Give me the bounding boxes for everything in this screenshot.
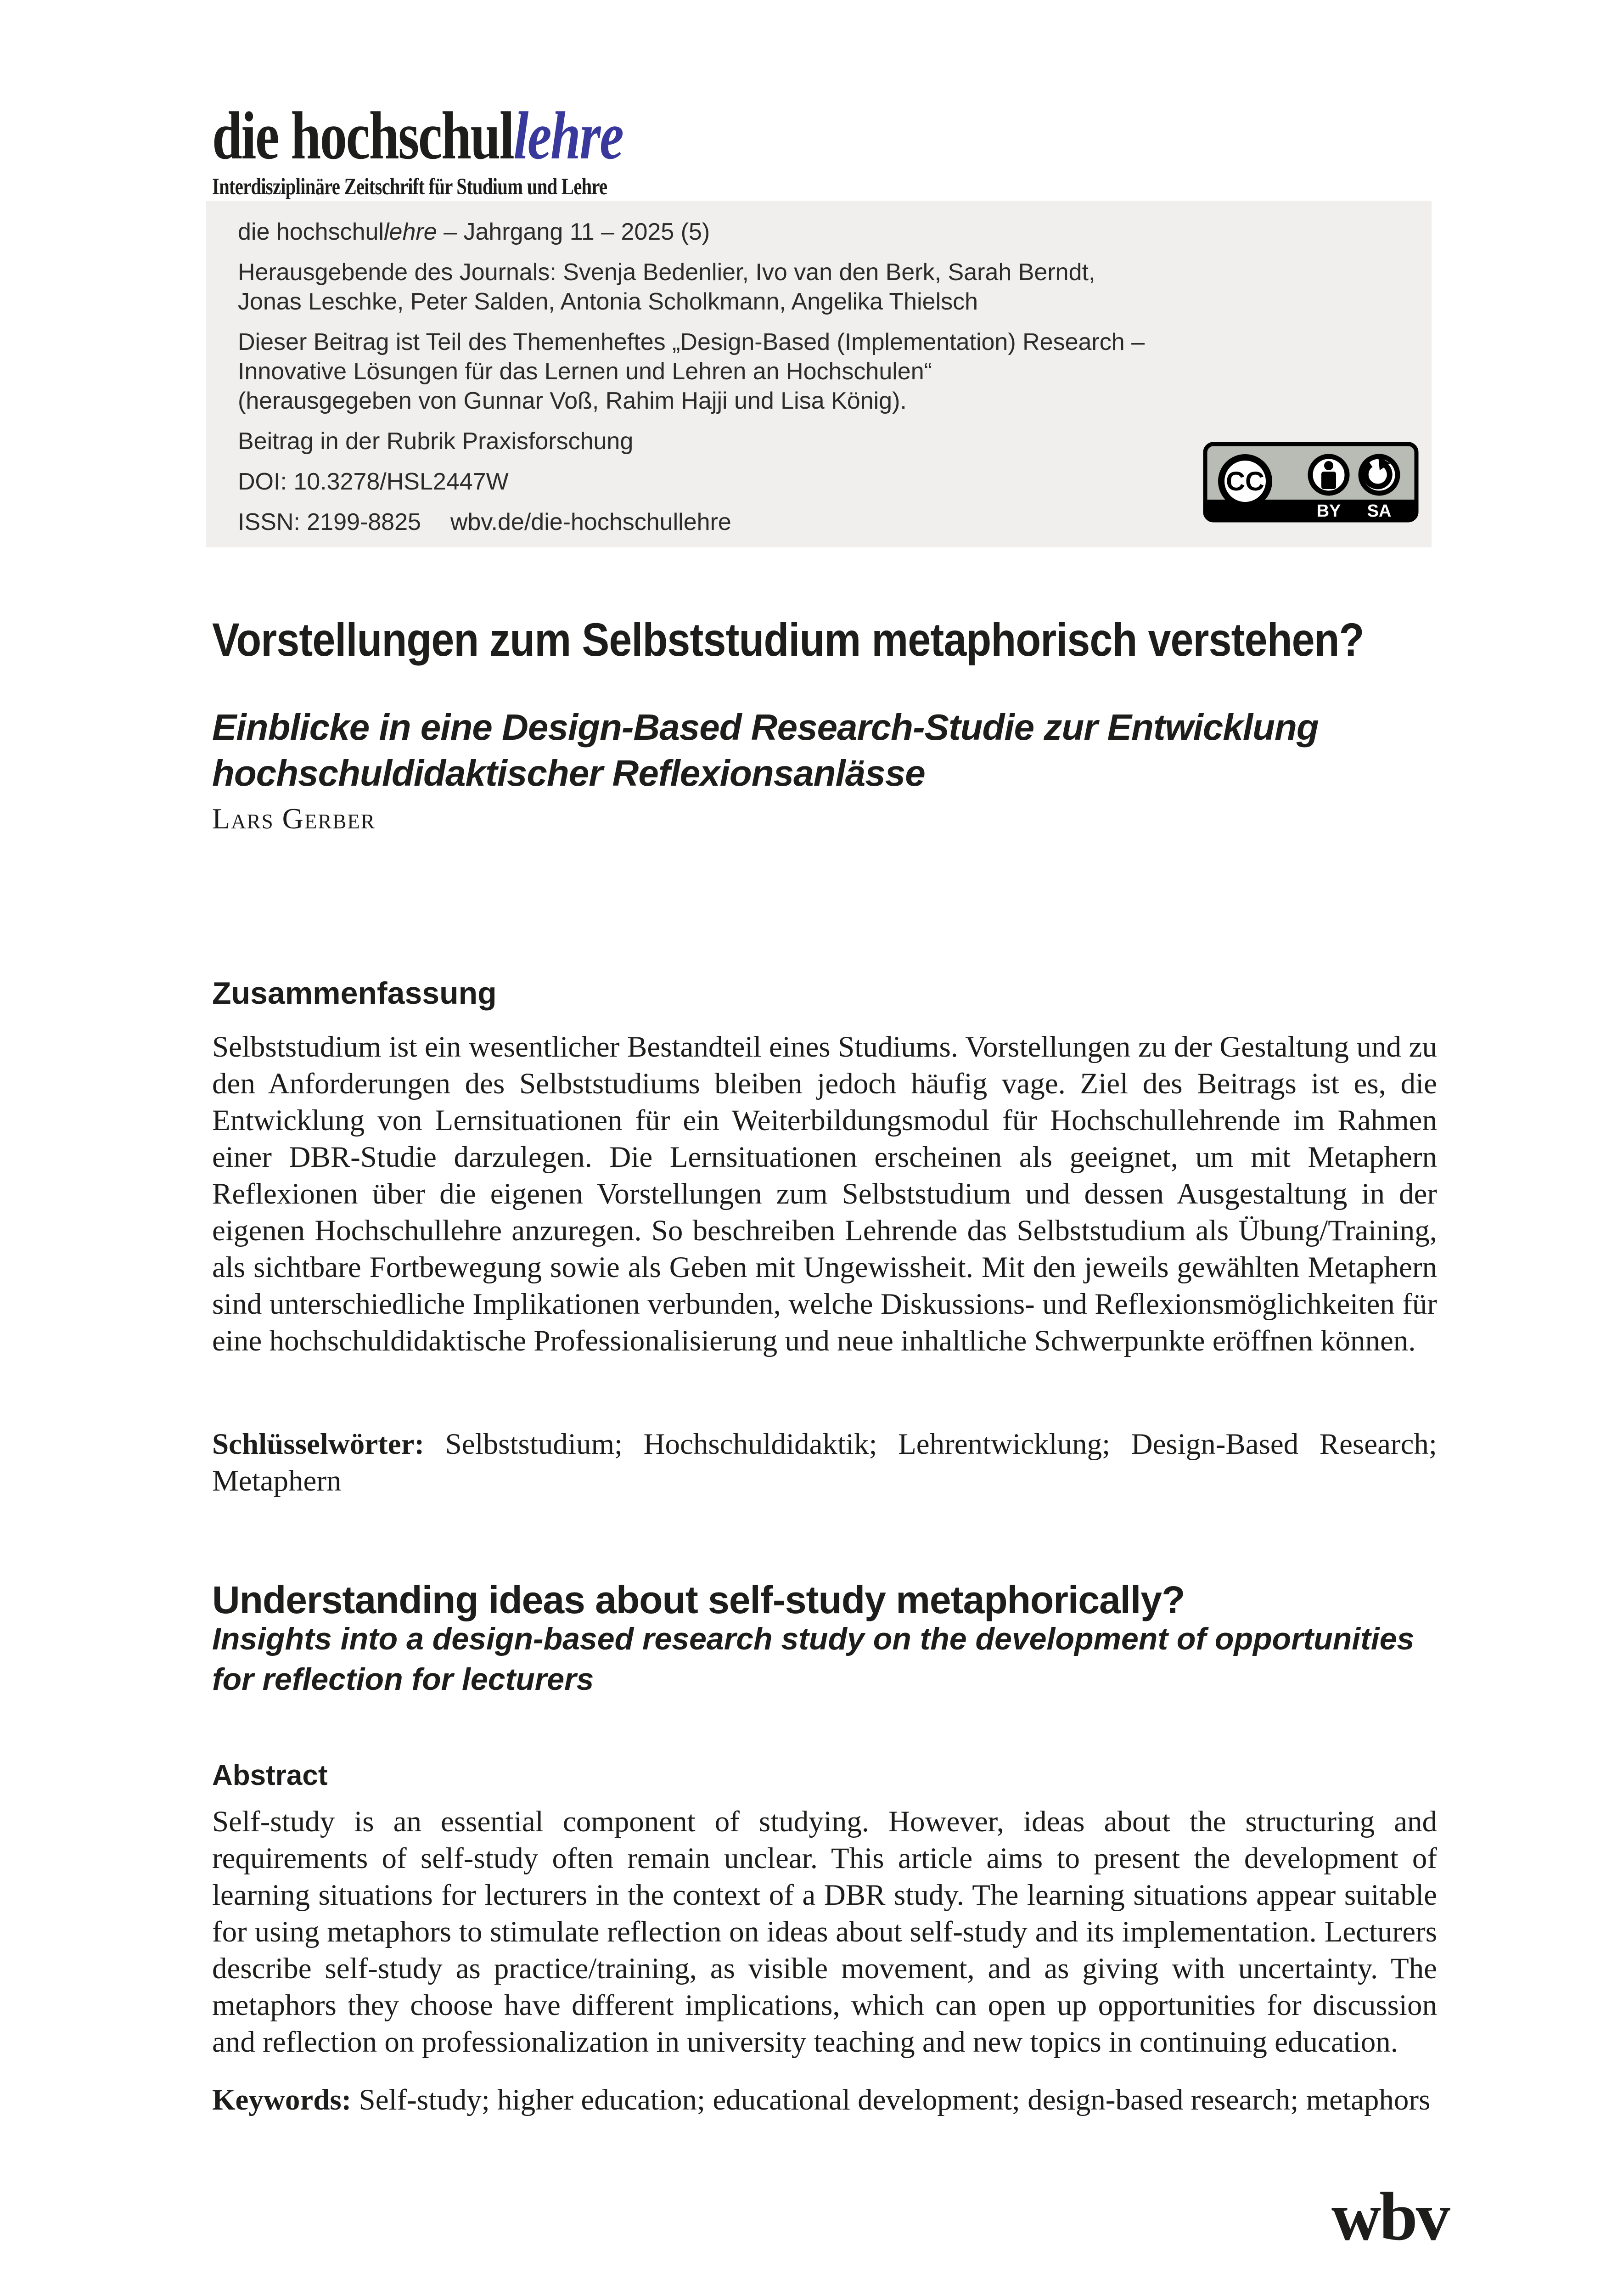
issue-line-prefix: die hochschul xyxy=(238,219,384,245)
person-body-icon xyxy=(1321,472,1336,489)
abstract-heading-de: Zusammenfassung xyxy=(212,976,497,1011)
journal-logo xyxy=(212,98,725,200)
cc-by-label: BY xyxy=(1316,501,1341,521)
keywords-list-en: Self-study; higher education; educational development; design-based research; metaphors xyxy=(351,2083,1431,2116)
editors-line-2: Jonas Leschke, Peter Salden, Antonia Scholkmann, Angelika Thielsch xyxy=(238,288,978,315)
publication-info-box xyxy=(206,201,1432,547)
abstract-heading-en: Abstract xyxy=(212,1760,328,1792)
person-head-icon xyxy=(1324,461,1333,470)
rubric-line: Beitrag in der Rubrik Praxisforschung xyxy=(238,428,634,455)
cc-circle-label: CC xyxy=(1226,467,1264,496)
journal-logo-wordmark xyxy=(212,98,623,174)
cc-sa-label: SA xyxy=(1367,501,1392,521)
issue-line-suffix: – Jahrgang 11 – 2025 (5) xyxy=(437,219,710,245)
publisher-logo-wbv: wbv xyxy=(1331,2178,1449,2255)
article-subtitle: Einblicke in eine Design-Based Research-Studie zur Entwicklung hochschuldidaktischer Reflexionsanlässe xyxy=(212,707,1319,794)
journal-logo-main-text: die hochschul xyxy=(212,98,514,174)
theme-line-3: (herausgegeben von Gunnar Voß, Rahim Hajji und Lisa König). xyxy=(238,388,907,414)
keywords-list-de: Selbststudium; Hochschuldidaktik; Lehrentwicklung; Design-Based Research; Metaphern xyxy=(212,1428,1437,1497)
article-title-en: Understanding ideas about self-study metaphorically? xyxy=(212,1578,1185,1621)
keywords-label-en: Keywords: xyxy=(212,2083,352,2116)
journal-editors xyxy=(238,258,1399,316)
keywords-label-de: Schlüsselwörter: xyxy=(212,1428,425,1461)
article-subtitle-en: Insights into a design-based research study on the development of opportunities for reflection for lecturers xyxy=(212,1621,1415,1697)
journal-logo-accent-text: lehre xyxy=(513,98,623,174)
special-issue-note xyxy=(238,327,1399,416)
keywords-en xyxy=(212,2082,1437,2118)
journal-tagline: Interdisziplinäre Zeitschrift für Studium und Lehre xyxy=(212,174,607,200)
editors-line-1: Herausgebende des Journals: Svenja Bedenlier, Ivo van den Berk, Sarah Berndt, xyxy=(238,259,1095,286)
journal-url-link[interactable]: wbv.de/die-hochschullehre xyxy=(450,509,731,535)
abstract-text-de: Selbststudium ist ein wesentlicher Bestandteil eines Studiums. Vorstellungen zu der Gestaltung und zu den Anforderungen des Selbststudiums bleiben jedoch häufig vage. Ziel des Beitrags ist es, die Entwicklung von Lernsituationen für ein Weiterbildungsmodul für Hochschullehrende im Rahmen einer DBR-Studie darzulegen. Die Lernsituationen erscheinen als geeignet, um mit Metaphern Reflexionen über die eigenen Vorstellungen zum Selbststudium und dessen Ausgestaltung in der eigenen Hochschullehre anzuregen. So beschreiben Lehrende das Selbststudium als Übung/Training, als sichtbare Fortbewegung sowie als Geben mit Ungewissheit. Mit den jeweils gewählten Metaphern sind unterschiedliche Implikationen verbunden, welche Diskussions- und Reflexionsmöglichkeiten für eine hochschuldidaktische Professionalisierung und neue inhaltliche Schwerpunkte eröffnen können. xyxy=(212,1030,1437,1357)
author-name: Lars Gerber xyxy=(212,802,376,835)
issue-line xyxy=(238,217,1399,247)
theme-line-2: Innovative Lösungen für das Lernen und Lehren an Hochschulen“ xyxy=(238,358,932,385)
keywords-de xyxy=(212,1426,1437,1499)
issue-line-accent: lehre xyxy=(384,219,437,245)
doi-line: DOI: 10.3278/HSL2447W xyxy=(238,468,509,495)
article-title: Vorstellungen zum Selbststudium metaphorisch verstehen? xyxy=(212,613,1364,666)
theme-line-1: Dieser Beitrag ist Teil des Themenheftes „Design-Based (Implementation) Research – xyxy=(238,329,1145,355)
abstract-text-en: Self-study is an essential component of studying. However, ideas about the structuring and requirements of self-study often remain unclear. This article aims to present the development of learning situations for lecturers in the context of a DBR study. The learning situations appear suitable for using metaphors to stimulate reflection on ideas about self-study and its implementation. Lecturers describe self-study as practice/training, as visible movement, and as giving with uncertainty. The metaphors they choose have different implications, which can open up opportunities for discussion and reflection on professionalization in university teaching and new topics in continuing education. xyxy=(212,1805,1437,2059)
issn-number: ISSN: 2199-8825 xyxy=(238,509,421,535)
cc-by-sa-license-badge[interactable] xyxy=(1203,442,1419,523)
